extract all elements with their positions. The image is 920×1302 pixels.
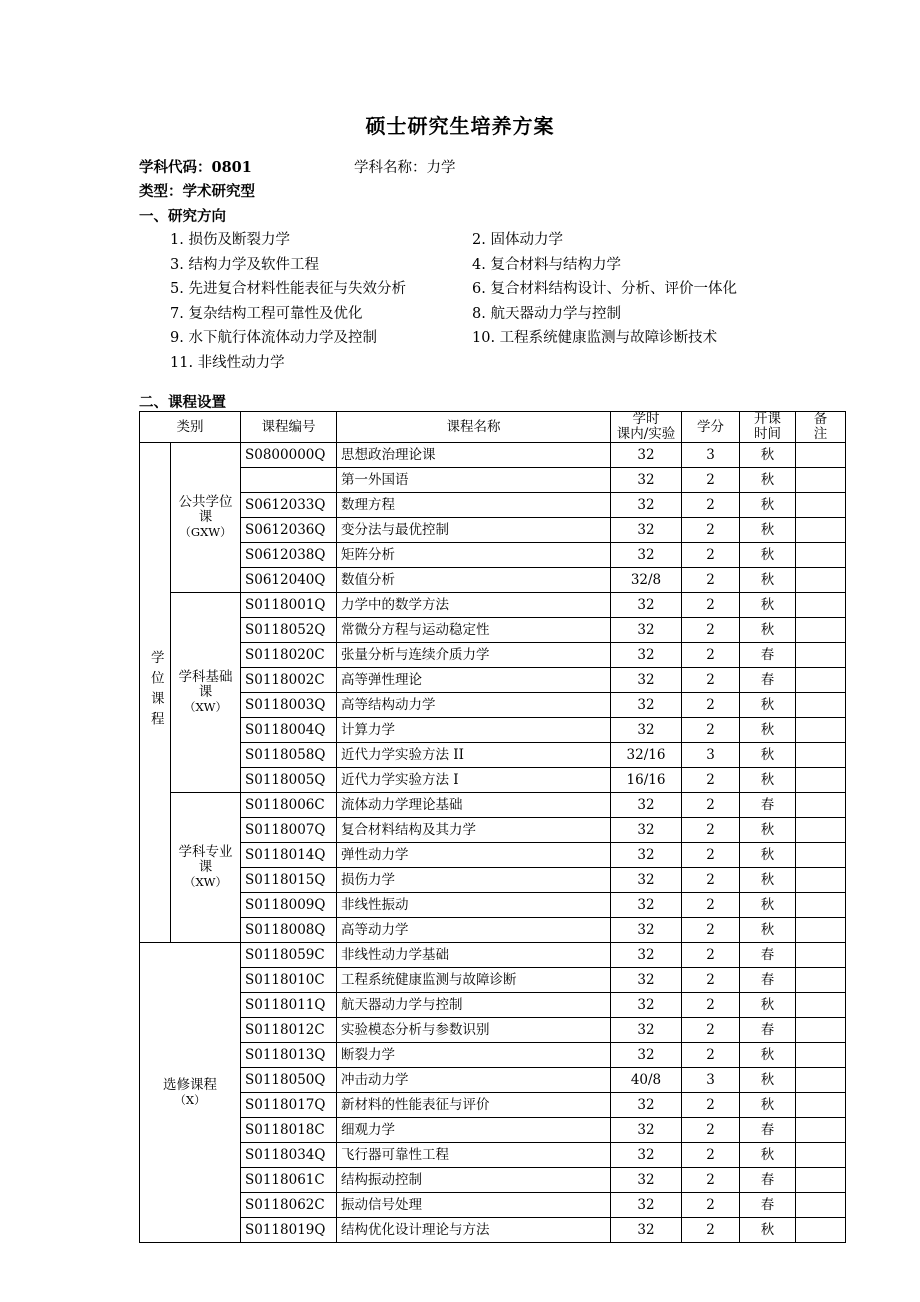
- direction-row: [139, 277, 839, 302]
- course-note: [796, 1118, 846, 1143]
- course-code: S0612033Q: [241, 493, 337, 518]
- subject-name: 学科名称：力学: [354, 160, 456, 176]
- course-name: 高等动力学: [337, 918, 611, 943]
- course-name: 计算力学: [337, 718, 611, 743]
- header-hours-line2: 课内/实验: [616, 426, 676, 442]
- subject-code: 学科代码：0801: [139, 159, 252, 176]
- course-credits: 2: [682, 1218, 740, 1243]
- course-name: 细观力学: [337, 1118, 611, 1143]
- direction-row: [139, 253, 839, 278]
- course-code: S0118018C: [241, 1118, 337, 1143]
- course-hours: 32: [611, 443, 682, 468]
- course-name: 非线性动力学基础: [337, 943, 611, 968]
- course-code: S0118050Q: [241, 1068, 337, 1093]
- header-hours-line1: 学时: [632, 411, 660, 427]
- course-code: S0118004Q: [241, 718, 337, 743]
- course-name: 新材料的性能表征与评价: [337, 1093, 611, 1118]
- course-code: S0118005Q: [241, 768, 337, 793]
- course-code: S0118007Q: [241, 818, 337, 843]
- course-code: S0800000Q: [241, 443, 337, 468]
- table-row: [140, 993, 846, 1018]
- header-credits: 学分: [682, 412, 740, 443]
- course-note: [796, 1218, 846, 1243]
- course-term: 秋: [740, 1043, 796, 1068]
- course-code: S0612036Q: [241, 518, 337, 543]
- course-note: [796, 518, 846, 543]
- course-name: 冲击动力学: [337, 1068, 611, 1093]
- course-term: 秋: [740, 693, 796, 718]
- course-hours: 32: [611, 843, 682, 868]
- table-row: [140, 743, 846, 768]
- course-term: 秋: [740, 593, 796, 618]
- course-name: 数值分析: [337, 568, 611, 593]
- course-name: 近代力学实验方法 I: [337, 768, 611, 793]
- course-credits: 2: [682, 618, 740, 643]
- course-name: 断裂力学: [337, 1043, 611, 1068]
- course-name: 第一外国语: [337, 468, 611, 493]
- course-note: [796, 793, 846, 818]
- course-credits: 2: [682, 543, 740, 568]
- course-code: [241, 468, 337, 493]
- group-label-abbrev: （GXW）: [179, 525, 232, 539]
- course-name: 矩阵分析: [337, 543, 611, 568]
- course-name: 力学中的数学方法: [337, 593, 611, 618]
- course-note: [796, 843, 846, 868]
- table-row: [140, 768, 846, 793]
- course-credits: 2: [682, 693, 740, 718]
- group-label-abbrev: （XW）: [183, 875, 227, 889]
- course-hours: 32: [611, 1093, 682, 1118]
- course-name: 实验模态分析与参数识别: [337, 1018, 611, 1043]
- table-header: [140, 412, 846, 443]
- group-label-basic: [171, 593, 241, 793]
- course-code: S0118017Q: [241, 1093, 337, 1118]
- course-note: [796, 1093, 846, 1118]
- course-note: [796, 593, 846, 618]
- course-credits: 2: [682, 868, 740, 893]
- course-term: 秋: [740, 493, 796, 518]
- course-hours: 32: [611, 593, 682, 618]
- course-credits: 2: [682, 1168, 740, 1193]
- course-term: 秋: [740, 468, 796, 493]
- course-name: 流体动力学理论基础: [337, 793, 611, 818]
- direction-item-3: 3. 结构力学及软件工程: [170, 256, 319, 273]
- course-name: 结构振动控制: [337, 1168, 611, 1193]
- course-term: 春: [740, 668, 796, 693]
- course-hours: 16/16: [611, 768, 682, 793]
- table-row: [140, 893, 846, 918]
- table-row: [140, 643, 846, 668]
- course-code: S0118059C: [241, 943, 337, 968]
- course-note: [796, 568, 846, 593]
- header-term-line1: 开课: [754, 411, 781, 427]
- course-hours: 32: [611, 893, 682, 918]
- header-term-line2: 时间: [754, 426, 781, 442]
- course-credits: 2: [682, 568, 740, 593]
- course-code: S0118011Q: [241, 993, 337, 1018]
- course-term: 秋: [740, 443, 796, 468]
- direction-item-1: 1. 损伤及断裂力学: [170, 232, 290, 248]
- course-term: 秋: [740, 1218, 796, 1243]
- course-name: 高等结构动力学: [337, 693, 611, 718]
- course-credits: 2: [682, 643, 740, 668]
- course-term: 秋: [740, 1143, 796, 1168]
- course-credits: 2: [682, 993, 740, 1018]
- table-row: [140, 593, 846, 618]
- course-hours: 32: [611, 793, 682, 818]
- course-term: 秋: [740, 518, 796, 543]
- course-credits: 2: [682, 843, 740, 868]
- course-code: S0118015Q: [241, 868, 337, 893]
- course-name: 复合材料结构及其力学: [337, 818, 611, 843]
- course-code: S0118019Q: [241, 1218, 337, 1243]
- research-directions-list: [139, 228, 839, 376]
- course-note: [796, 1168, 846, 1193]
- course-credits: 3: [682, 443, 740, 468]
- group-label-abbrev: （XW）: [183, 700, 227, 714]
- course-note: [796, 468, 846, 493]
- course-note: [796, 718, 846, 743]
- course-name: 思想政治理论课: [337, 443, 611, 468]
- course-name: 损伤力学: [337, 868, 611, 893]
- course-name: 飞行器可靠性工程: [337, 1143, 611, 1168]
- course-note: [796, 1018, 846, 1043]
- course-credits: 2: [682, 893, 740, 918]
- course-code: S0118034Q: [241, 1143, 337, 1168]
- course-hours: 32: [611, 468, 682, 493]
- direction-item-2: 2. 固体动力学: [472, 232, 563, 248]
- group-label-degree-text: 学位课程: [147, 649, 164, 732]
- course-hours: 40/8: [611, 1068, 682, 1093]
- table-row: [140, 1218, 846, 1243]
- group-label-text: 学科基础课: [178, 669, 233, 700]
- course-note: [796, 768, 846, 793]
- course-name: 数理方程: [337, 493, 611, 518]
- course-hours: 32: [611, 1018, 682, 1043]
- course-note: [796, 1143, 846, 1168]
- course-hours: 32: [611, 518, 682, 543]
- direction-item-6: 6. 复合材料结构设计、分析、评价一体化: [472, 281, 737, 298]
- table-row: [140, 1043, 846, 1068]
- course-credits: 2: [682, 1043, 740, 1068]
- group-label-degree: [140, 443, 171, 943]
- course-term: 秋: [740, 843, 796, 868]
- table-row: [140, 968, 846, 993]
- group-label-major: [171, 793, 241, 943]
- course-term: 秋: [740, 818, 796, 843]
- course-hours: 32: [611, 643, 682, 668]
- course-credits: 3: [682, 743, 740, 768]
- course-code: S0118003Q: [241, 693, 337, 718]
- course-code: S0118006C: [241, 793, 337, 818]
- course-term: 秋: [740, 768, 796, 793]
- course-credits: 2: [682, 718, 740, 743]
- course-code: S0118013Q: [241, 1043, 337, 1068]
- course-note: [796, 443, 846, 468]
- course-code: S0118058Q: [241, 743, 337, 768]
- course-term: 秋: [740, 1093, 796, 1118]
- course-note: [796, 893, 846, 918]
- direction-row: [139, 326, 839, 351]
- subject-meta: [139, 156, 456, 203]
- course-hours: 32: [611, 1043, 682, 1068]
- group-label-text: 学科专业课: [178, 844, 233, 875]
- course-name: 弹性动力学: [337, 843, 611, 868]
- course-code: S0118002C: [241, 668, 337, 693]
- table-row: [140, 918, 846, 943]
- section-heading-research: 一、研究方向: [139, 208, 226, 225]
- header-note-line2: 注: [813, 426, 828, 442]
- course-name: 非线性振动: [337, 893, 611, 918]
- course-term: 秋: [740, 743, 796, 768]
- course-credits: 2: [682, 768, 740, 793]
- group-label-text: 选修课程: [163, 1076, 217, 1093]
- header-hours: [611, 412, 682, 443]
- course-term: 春: [740, 1118, 796, 1143]
- table-row: [140, 1143, 846, 1168]
- course-hours: 32: [611, 1118, 682, 1143]
- course-term: 秋: [740, 618, 796, 643]
- course-code: S0118014Q: [241, 843, 337, 868]
- course-term: 春: [740, 1018, 796, 1043]
- course-note: [796, 818, 846, 843]
- course-term: 春: [740, 793, 796, 818]
- course-note: [796, 693, 846, 718]
- course-hours: 32: [611, 693, 682, 718]
- course-hours: 32: [611, 943, 682, 968]
- course-term: 秋: [740, 568, 796, 593]
- course-credits: 2: [682, 1093, 740, 1118]
- course-term: 秋: [740, 893, 796, 918]
- course-credits: 2: [682, 793, 740, 818]
- table-row: [140, 843, 846, 868]
- group-label-text: 公共学位课: [178, 494, 233, 525]
- course-hours: 32: [611, 993, 682, 1018]
- direction-item-8: 8. 航天器动力学与控制: [472, 305, 621, 322]
- table-row: [140, 518, 846, 543]
- table-row: [140, 718, 846, 743]
- course-hours: 32: [611, 1143, 682, 1168]
- course-credits: 2: [682, 1143, 740, 1168]
- course-term: 春: [740, 1193, 796, 1218]
- direction-row: [139, 351, 839, 376]
- table-row: [140, 468, 846, 493]
- direction-item-9: 9. 水下航行体流体动力学及控制: [170, 330, 377, 347]
- course-name: 工程系统健康监测与故障诊断: [337, 968, 611, 993]
- course-name: 航天器动力学与控制: [337, 993, 611, 1018]
- course-code: S0118020C: [241, 643, 337, 668]
- course-hours: 32: [611, 543, 682, 568]
- table-row: [140, 1068, 846, 1093]
- course-hours: 32: [611, 868, 682, 893]
- table-body: [140, 443, 846, 1243]
- header-note: [796, 412, 846, 443]
- course-credits: 2: [682, 1193, 740, 1218]
- direction-row: [139, 302, 839, 327]
- course-note: [796, 943, 846, 968]
- course-credits: 3: [682, 1068, 740, 1093]
- course-term: 春: [740, 1168, 796, 1193]
- direction-item-5: 5. 先进复合材料性能表征与失效分析: [170, 281, 406, 298]
- course-note: [796, 1068, 846, 1093]
- direction-item-4: 4. 复合材料与结构力学: [472, 256, 621, 273]
- course-code: S0118062C: [241, 1193, 337, 1218]
- subject-type: 类型：学术研究型: [139, 183, 255, 200]
- course-name: 常微分方程与运动稳定性: [337, 618, 611, 643]
- course-term: 秋: [740, 993, 796, 1018]
- course-hours: 32: [611, 818, 682, 843]
- header-course-name: 课程名称: [337, 412, 611, 443]
- table-row: [140, 668, 846, 693]
- table-row: [140, 868, 846, 893]
- course-code: S0612040Q: [241, 568, 337, 593]
- course-credits: 2: [682, 968, 740, 993]
- course-hours: 32: [611, 1218, 682, 1243]
- course-credits: 2: [682, 518, 740, 543]
- course-hours: 32: [611, 668, 682, 693]
- table-row: [140, 443, 846, 468]
- header-term: [740, 412, 796, 443]
- course-code: S0118008Q: [241, 918, 337, 943]
- table-row: [140, 493, 846, 518]
- course-term: 秋: [740, 918, 796, 943]
- table-row: [140, 1193, 846, 1218]
- curriculum-table: [139, 411, 846, 1243]
- course-note: [796, 993, 846, 1018]
- course-term: 春: [740, 643, 796, 668]
- course-code: S0612038Q: [241, 543, 337, 568]
- table-row: [140, 1093, 846, 1118]
- direction-item-10: 10. 工程系统健康监测与故障诊断技术: [472, 330, 718, 347]
- course-code: S0118052Q: [241, 618, 337, 643]
- course-term: 春: [740, 968, 796, 993]
- table-row: [140, 543, 846, 568]
- course-term: 秋: [740, 718, 796, 743]
- course-hours: 32: [611, 918, 682, 943]
- direction-item-7: 7. 复杂结构工程可靠性及优化: [170, 305, 363, 322]
- course-note: [796, 968, 846, 993]
- course-credits: 2: [682, 493, 740, 518]
- course-term: 秋: [740, 543, 796, 568]
- course-credits: 2: [682, 1118, 740, 1143]
- course-term: 秋: [740, 868, 796, 893]
- course-hours: 32: [611, 618, 682, 643]
- table-row: [140, 1118, 846, 1143]
- course-term: 秋: [740, 1068, 796, 1093]
- meta-row-code: [139, 156, 456, 180]
- course-hours: 32: [611, 718, 682, 743]
- course-note: [796, 1193, 846, 1218]
- course-hours: 32: [611, 968, 682, 993]
- course-code: S0118009Q: [241, 893, 337, 918]
- course-code: S0118061C: [241, 1168, 337, 1193]
- course-note: [796, 618, 846, 643]
- course-hours: 32: [611, 1168, 682, 1193]
- table-row: [140, 818, 846, 843]
- course-credits: 2: [682, 593, 740, 618]
- page-title: 硕士研究生培养方案: [365, 114, 555, 138]
- course-note: [796, 643, 846, 668]
- course-note: [796, 668, 846, 693]
- course-code: S0118010C: [241, 968, 337, 993]
- table-row: [140, 1018, 846, 1043]
- group-label-elective: [140, 943, 241, 1243]
- direction-item-empty: [472, 351, 832, 376]
- course-note: [796, 918, 846, 943]
- course-note: [796, 493, 846, 518]
- course-term: 春: [740, 943, 796, 968]
- course-note: [796, 543, 846, 568]
- course-note: [796, 1043, 846, 1068]
- table-row: [140, 943, 846, 968]
- course-credits: 2: [682, 918, 740, 943]
- table-row: [140, 1168, 846, 1193]
- course-hours: 32: [611, 1193, 682, 1218]
- table-row: [140, 568, 846, 593]
- table-row: [140, 793, 846, 818]
- header-note-line1: 备: [813, 411, 828, 427]
- course-code: S0118001Q: [241, 593, 337, 618]
- header-category: 类别: [140, 412, 241, 443]
- course-name: 振动信号处理: [337, 1193, 611, 1218]
- table-row: [140, 618, 846, 643]
- course-credits: 2: [682, 1018, 740, 1043]
- direction-item-11: 11. 非线性动力学: [170, 354, 285, 371]
- course-note: [796, 743, 846, 768]
- course-hours: 32/16: [611, 743, 682, 768]
- course-name: 结构优化设计理论与方法: [337, 1218, 611, 1243]
- course-name: 张量分析与连续介质力学: [337, 643, 611, 668]
- course-hours: 32/8: [611, 568, 682, 593]
- course-name: 近代力学实验方法 II: [337, 743, 611, 768]
- table-header-row: [140, 412, 846, 443]
- course-credits: 2: [682, 818, 740, 843]
- header-course-code: 课程编号: [241, 412, 337, 443]
- course-code: S0118012C: [241, 1018, 337, 1043]
- group-label-public: [171, 443, 241, 593]
- direction-row: [139, 228, 839, 253]
- course-note: [796, 868, 846, 893]
- course-hours: 32: [611, 493, 682, 518]
- course-name: 变分法与最优控制: [337, 518, 611, 543]
- course-credits: 2: [682, 668, 740, 693]
- table-row: [140, 693, 846, 718]
- group-label-abbrev: （X）: [174, 1092, 206, 1107]
- section-heading-curriculum: 二、课程设置: [139, 394, 226, 411]
- course-credits: 2: [682, 943, 740, 968]
- course-name: 高等弹性理论: [337, 668, 611, 693]
- course-credits: 2: [682, 468, 740, 493]
